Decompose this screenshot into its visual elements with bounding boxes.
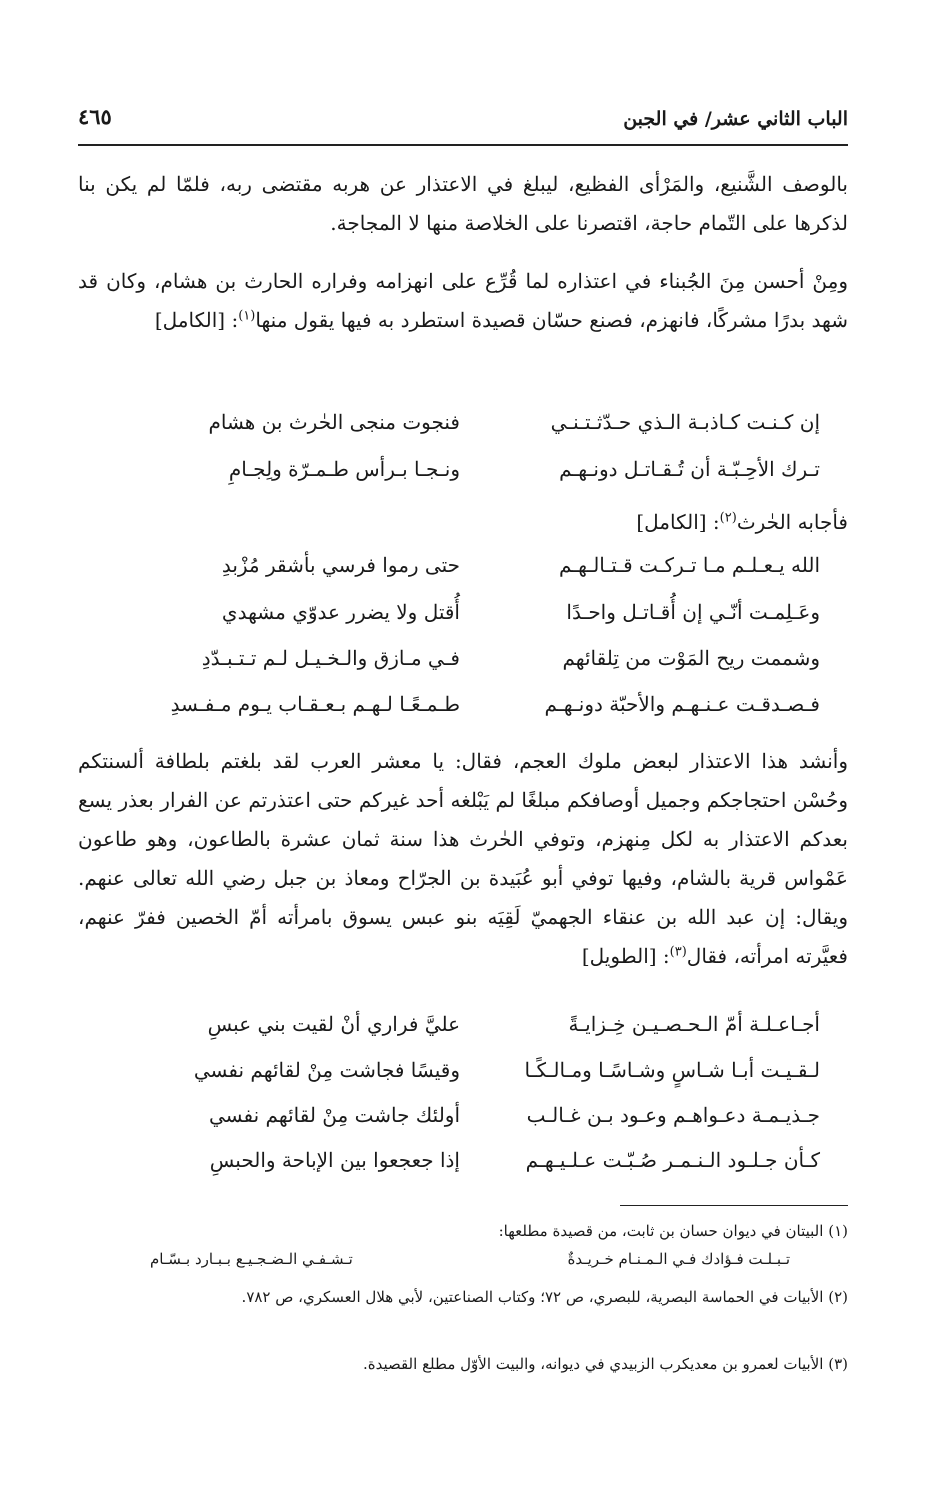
poem2-verse-3 [120, 646, 820, 686]
second-hemistich: فنجوت منجى الحٰرث بن هشام [208, 410, 460, 434]
paragraph-2: ومِنْ أحسن مِنَ الجُبناء في اعتذاره لما قُرِّع على انهزامه وفراره الحارث بن هشام، وكان قد شهد بدرًا مشركًا، فانهزم، فصنع حسّان قصيدة استطرد به فيها يقول منها$^{(١)}$: [الكامل] [78, 269, 848, 332]
footnote-ref-2[interactable]: (٢) [719, 510, 737, 526]
poem3-verse-1 [120, 1012, 820, 1052]
meter-label: : [الكامل] [154, 308, 239, 332]
footnote-ref-1[interactable]: (١) [238, 308, 256, 324]
paragraph-1: بالوصف الشَّنيع، والمَرْأى الفظيع، ليبلغ في الاعتذار عن هربه مقتضى ربه، فلمّا لم يكن بنا لذكرها على التّمام حاجة، اقتصرنا على الخلاصة منها لا المجاجة. [78, 172, 848, 235]
meter-label: : [الطويل] [581, 944, 670, 968]
footnote-verse [150, 1250, 790, 1278]
second-hemistich: تـشـفـي الـضـجـيـع بـبـارد بـسّـام [150, 1250, 353, 1268]
second-hemistich: حتى رموا فرسي بأشقر مُزْبدِ [221, 553, 460, 577]
first-hemistich: فـصـدقـت عـنـهـم والأحبّة دونـهـم [544, 692, 820, 716]
poem1-verse-1 [120, 410, 820, 450]
poem2-verse-1 [120, 553, 820, 593]
first-hemistich: جـذيـمـة دعـواهـم وعـود بـن غـالـب [526, 1103, 820, 1127]
footnote-ref-3[interactable]: (٣) [669, 944, 687, 960]
first-hemistich: تـرك الأحِـبّـة أن تُـقـاتـل دونـهـم [559, 457, 820, 481]
paragraph-3: وأنشد هذا الاعتذار لبعض ملوك العجم، فقال: يا معشر العرب لقد بلغتم بلطافة ألسنتكم وحُسْن احتجاجكم وجميل أوصافكم مبلغًا لم يَبْلغه أحد غيركم حتى اعتذرتم عن الفرار بعذر يسع بعدكم الاعتذار به لكل مِنهزم، وتوفي الحٰرث هذا سنة ثمان عشرة بالطاعون، وهو طاعون عَمْواس قرية بالشام، وفيها توفي أبو عُبَيدة بن الجرّاح ومعاذ بن جبل رضي الله تعالى عنهم. ويقال: إن عبد الله بن عنقاء الجهميّ لَقِيَه بنو عبس يسوق بامرأته أمّ الخصين ففرّ عنهم، فعيَّرته امرأته، فقال$^{(٣)}$: [الطويل] [78, 749, 848, 968]
second-hemistich: وقيسًا فجاشت مِنْ لقائهم نفسي [193, 1058, 460, 1082]
poem3-verse-3 [120, 1103, 820, 1143]
first-hemistich: تـبـلـت فـؤادك فـي الـمـنـام خـريـدةٌ [567, 1250, 790, 1268]
second-hemistich: أولئك جاشت مِنْ لقائهم نفسي [208, 1103, 460, 1127]
footnote-1 [78, 1217, 848, 1245]
footnote-text: البيتان في ديوان حسان بن ثابت، من قصيدة مطلعها: [498, 1222, 824, 1240]
footnote-3 [78, 1350, 848, 1378]
footnote-number: (١) [828, 1222, 848, 1240]
footnote-separator [620, 1205, 848, 1206]
footnote-number: (٣) [828, 1355, 848, 1373]
poem2-verse-2 [120, 600, 820, 640]
poem2-verse-4 [120, 692, 820, 732]
page-number: ٤٦٥ [78, 104, 112, 129]
second-hemistich: أُقتل ولا يضرر عدوّي مشهدي [221, 600, 460, 624]
poem3-verse-2 [120, 1058, 820, 1098]
footnote-number: (٢) [828, 1288, 848, 1306]
meter-label: : [الكامل] [636, 510, 720, 534]
paragraph-reply: فأجابه الحٰرث$^{(٢)}$: [الكامل] [636, 510, 848, 534]
poem3-verse-4 [120, 1148, 820, 1188]
first-hemistich: وشممت ريح المَوْت من تِلقائهم [562, 646, 820, 670]
first-hemistich: كـأن جـلـود الـنـمـر صُـبّـت عـلـيـهـم [525, 1148, 820, 1172]
first-hemistich: إن كـنـت كـاذبـة الـذي حـدّثـتـنـي [550, 410, 820, 434]
first-hemistich: أجـاعـلـة أمّ الـحـصـيـن خِـزايـةً [568, 1012, 820, 1036]
second-hemistich: طـمـعًـا لـهـم بـعـقـاب يـوم مـفـسدِ [170, 692, 460, 716]
footnote-2 [78, 1283, 848, 1311]
footnote-text: الأبيات لعمرو بن معديكرب الزبيدي في ديوانه، والبيت الأوّل مطلع القصيدة. [362, 1355, 824, 1373]
second-hemistich: إذا جعجعوا بين الإباحة والحبسِ [209, 1148, 460, 1172]
poem1-verse-2 [120, 457, 820, 497]
second-hemistich: ونـجـا بـرأس طـمـرّة ولِجـامِ [228, 457, 460, 481]
footnote-text: الأبيات في الحماسة البصرية، للبصري، ص ٧٢؛ وكتاب الصناعتين، لأبي هلال العسكري، ص ٧٨٢. [241, 1288, 824, 1306]
second-hemistich: فـي مـازق والـخـيـل لـم تـتـبـدّدِ [201, 646, 460, 670]
first-hemistich: وعَـلِمـت أنّـي إن أُقـاتـل واحـدًا [566, 600, 820, 624]
second-hemistich: عليَّ فراري أنْ لقيت بني عبسِ [207, 1012, 460, 1036]
first-hemistich: لـقـيـت أبـا شـاسٍ وشـاسًـا ومـالـكًـا [524, 1058, 820, 1082]
running-header [78, 100, 848, 146]
chapter-title: الباب الثاني عشر/ في الجبن [623, 108, 848, 130]
first-hemistich: الله يـعـلـم مـا تـركـت قـتـالـهـم [558, 553, 820, 577]
